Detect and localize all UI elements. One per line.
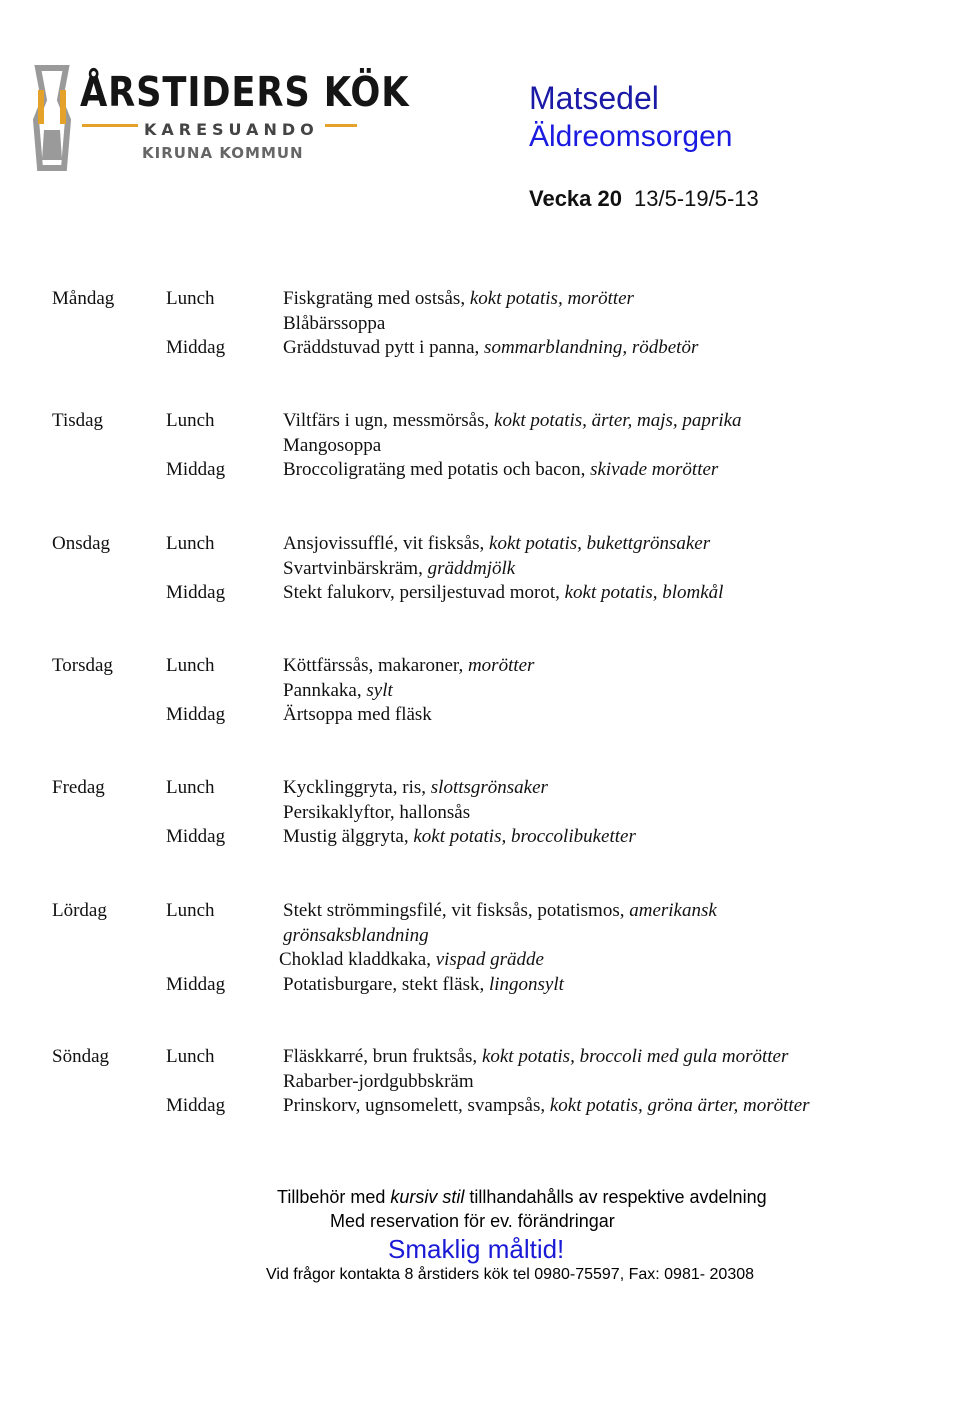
day-name: Fredag <box>52 777 105 798</box>
day-name: Lördag <box>52 900 107 921</box>
logo-subtitle: KARESUANDO <box>138 120 325 139</box>
dish-text: Mangosoppa <box>283 434 382 456</box>
dish-text: Svartvinbärskräm, gräddmjölk <box>283 557 516 579</box>
day-name: Söndag <box>52 1046 109 1067</box>
dish-text: Köttfärssås, makaroner, morötter <box>283 655 535 676</box>
day-block-monday <box>0 288 960 362</box>
day-block-saturday <box>0 900 960 998</box>
week-info <box>529 186 759 212</box>
week-dates: 13/5-19/5-13 <box>633 186 759 211</box>
footer-reservation: Med reservation för ev. förändringar <box>330 1211 615 1231</box>
day-block-friday <box>0 777 960 851</box>
dish-text: Rabarber-jordgubbskräm <box>283 1070 474 1092</box>
meal-label: Middag <box>166 1095 226 1116</box>
day-block-wednesday <box>0 533 960 607</box>
day-block-thursday <box>0 655 960 729</box>
day-block-sunday <box>0 1046 960 1120</box>
dish-text: Ansjovissufflé, vit fisksås, kokt potatis, bukettgrönsaker <box>283 533 711 554</box>
meal-label: Lunch <box>166 1046 215 1067</box>
day-name: Torsdag <box>52 655 113 676</box>
meal-label: Middag <box>166 582 226 603</box>
logo-figure-8-icon <box>30 60 74 180</box>
footer-contact: Vid frågor kontakta 8 årstiders kök tel 0980-75597, Fax: 0981- 20308 <box>266 1266 755 1283</box>
logo-title: ÅRSTIDERS KÖK <box>80 68 410 116</box>
page-title: Matsedel <box>529 80 659 116</box>
logo <box>30 60 410 180</box>
day-block-tuesday <box>0 410 960 484</box>
dish-text: Pannkaka, sylt <box>283 679 393 701</box>
dish-text: Stekt strömmingsfilé, vit fisksås, potatismos, amerikansk <box>283 900 717 921</box>
meal-label: Middag <box>166 826 226 847</box>
day-name: Tisdag <box>52 410 104 431</box>
day-name: Måndag <box>52 288 115 309</box>
meal-label: Lunch <box>166 777 215 798</box>
dish-text: Blåbärssoppa <box>283 312 386 334</box>
logo-municipality: KIRUNA KOMMUN <box>142 144 304 162</box>
meal-label: Lunch <box>166 288 215 309</box>
page-subtitle: Äldreomsorgen <box>529 120 733 153</box>
meal-label: Lunch <box>166 655 215 676</box>
dish-text: Broccoligratäng med potatis och bacon, skivade morötter <box>283 459 719 480</box>
dish-text: Stekt falukorv, persiljestuvad morot, kokt potatis, blomkål <box>283 582 724 603</box>
dish-text: Potatisburgare, stekt fläsk, lingonsylt <box>283 973 564 995</box>
week-label: Vecka 20 <box>529 186 622 211</box>
meal-label: Lunch <box>166 900 215 921</box>
dish-text: Mustig älggryta, kokt potatis, broccolibuketter <box>283 826 636 847</box>
meal-label: Lunch <box>166 533 215 554</box>
dish-text: Prinskorv, ugnsomelett, svampsås, kokt potatis, gröna ärter, morötter <box>283 1095 810 1116</box>
dish-text: grönsaksblandning <box>283 924 429 946</box>
meal-label: Middag <box>166 459 226 480</box>
dish-text: Choklad kladdkaka, vispad grädde <box>279 949 544 970</box>
dish-text: Ärtsoppa med fläsk <box>283 704 432 725</box>
meal-label: Middag <box>166 704 226 725</box>
meal-label: Middag <box>166 337 226 358</box>
dish-text: Viltfärs i ugn, messmörsås, kokt potatis, ärter, majs, paprika <box>283 410 742 431</box>
dish-text: Persikaklyftor, hallonsås <box>283 801 471 823</box>
dish-text: Kycklinggryta, ris, slottsgrönsaker <box>283 777 548 798</box>
footer-note: Tillbehör med kursiv stil tillhandahålls av respektive avdelning <box>277 1187 767 1207</box>
footer-greeting: Smaklig måltid! <box>388 1234 565 1264</box>
dish-text: Fiskgratäng med ostsås, kokt potatis, morötter <box>283 288 634 309</box>
dish-text: Fläskkarré, brun fruktsås, kokt potatis, broccoli med gula morötter <box>283 1046 789 1067</box>
dish-text: Gräddstuvad pytt i panna, sommarblandning, rödbetör <box>283 337 699 358</box>
meal-label: Middag <box>166 973 226 995</box>
day-name: Onsdag <box>52 533 111 554</box>
meal-label: Lunch <box>166 410 215 431</box>
